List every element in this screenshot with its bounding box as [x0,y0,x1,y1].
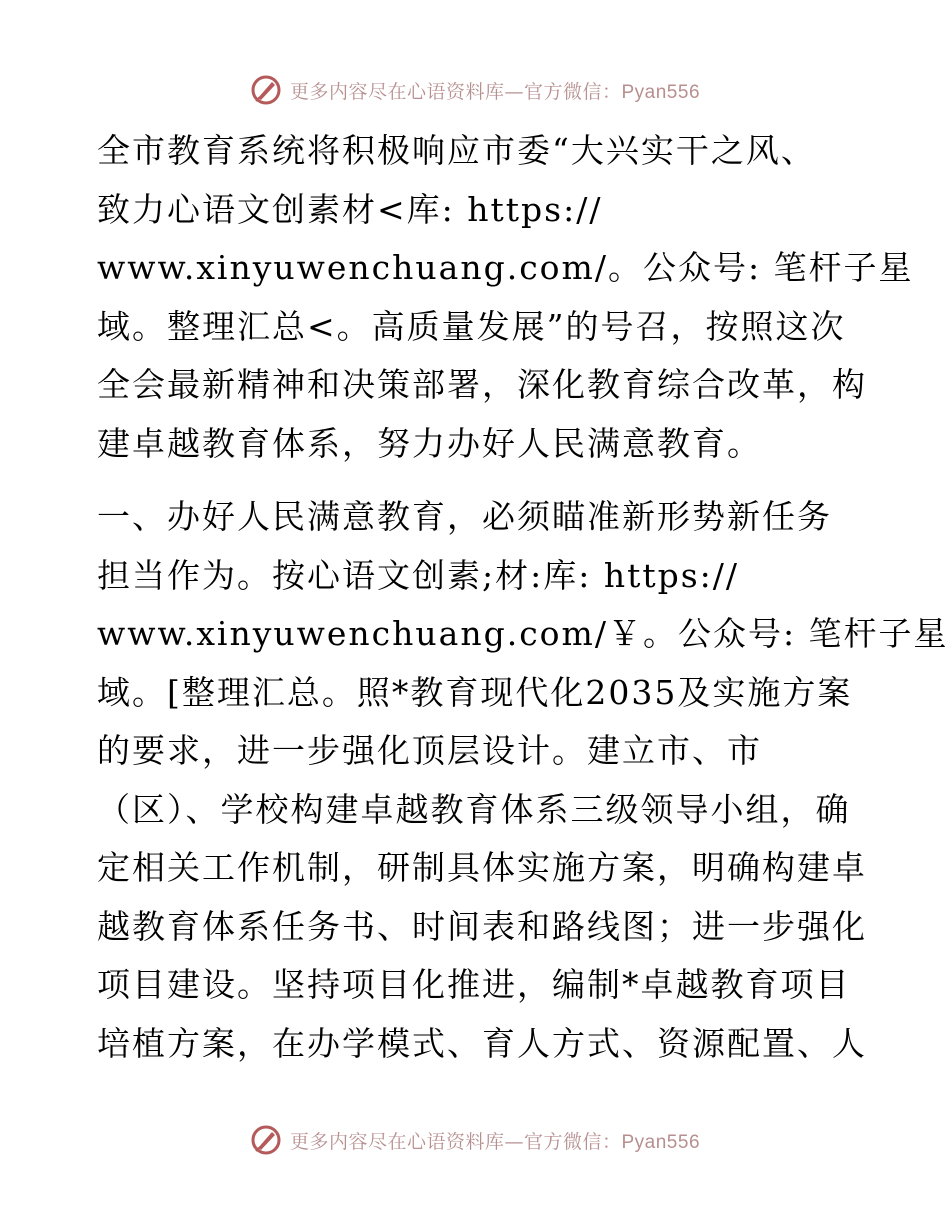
text-line: 建卓越教育体系，努力办好人民满意教育。 [97,423,762,463]
text-line: 全市教育系统将积极响应市委“大兴实干之风、 [97,131,816,170]
text-line: 越教育体系任务书、时间表和路线图；进一步强化 [97,906,867,946]
text-line: 一、办好人民满意教育，必须瞄准新形势新任务 [97,497,832,536]
text-line: 培植方案，在办学模式、育人方式、资源配置、人 [97,1023,867,1063]
text-line: （区）、学校构建卓越教育体系三级领导小组，确 [97,789,851,829]
text-line: 全会最新精神和决策部署，深化教育综合改革，构 [97,365,867,404]
text-line: 担当作为。按心语文创素;材:库: https:// [97,555,740,595]
header-banner [0,70,950,110]
paragraph-1 [97,122,914,473]
banner-text [290,77,700,104]
footer-banner [0,1120,950,1160]
quill-seal-icon [250,1124,282,1156]
text-line: www.xinyuwenchuang.com/。公众号: 笔杆子星 [97,248,914,287]
quill-seal-icon [250,74,282,106]
banner-text [290,1127,700,1154]
text-line: 项目建设。坚持项目化推进，编制*卓越教育项目 [97,965,851,1004]
banner-wechat-id: Pyan556 [621,81,701,103]
text-line: www.xinyuwenchuang.com/￥。公众号: 笔杆子星 [97,614,949,653]
text-line: 定相关工作机制，研制具体实施方案，明确构建卓 [97,848,867,887]
paragraph-2 [97,488,949,1073]
document-body [97,122,949,1073]
text-line: 致力心语文创素材<库: https:// [97,189,603,229]
text-line: 域。[整理汇总。照*教育现代化2035及实施方案 [97,672,853,712]
banner-wechat-id: Pyan556 [621,1131,701,1153]
text-line: 的要求，进一步强化顶层设计。建立市、市 [97,731,762,770]
banner-slogan: 更多内容尽在心语资料库—官方微信： [289,80,622,103]
banner-slogan: 更多内容尽在心语资料库—官方微信： [289,1130,622,1153]
text-line: 域。整理汇总<。高质量发展”的号召，按照这次 [97,306,846,346]
